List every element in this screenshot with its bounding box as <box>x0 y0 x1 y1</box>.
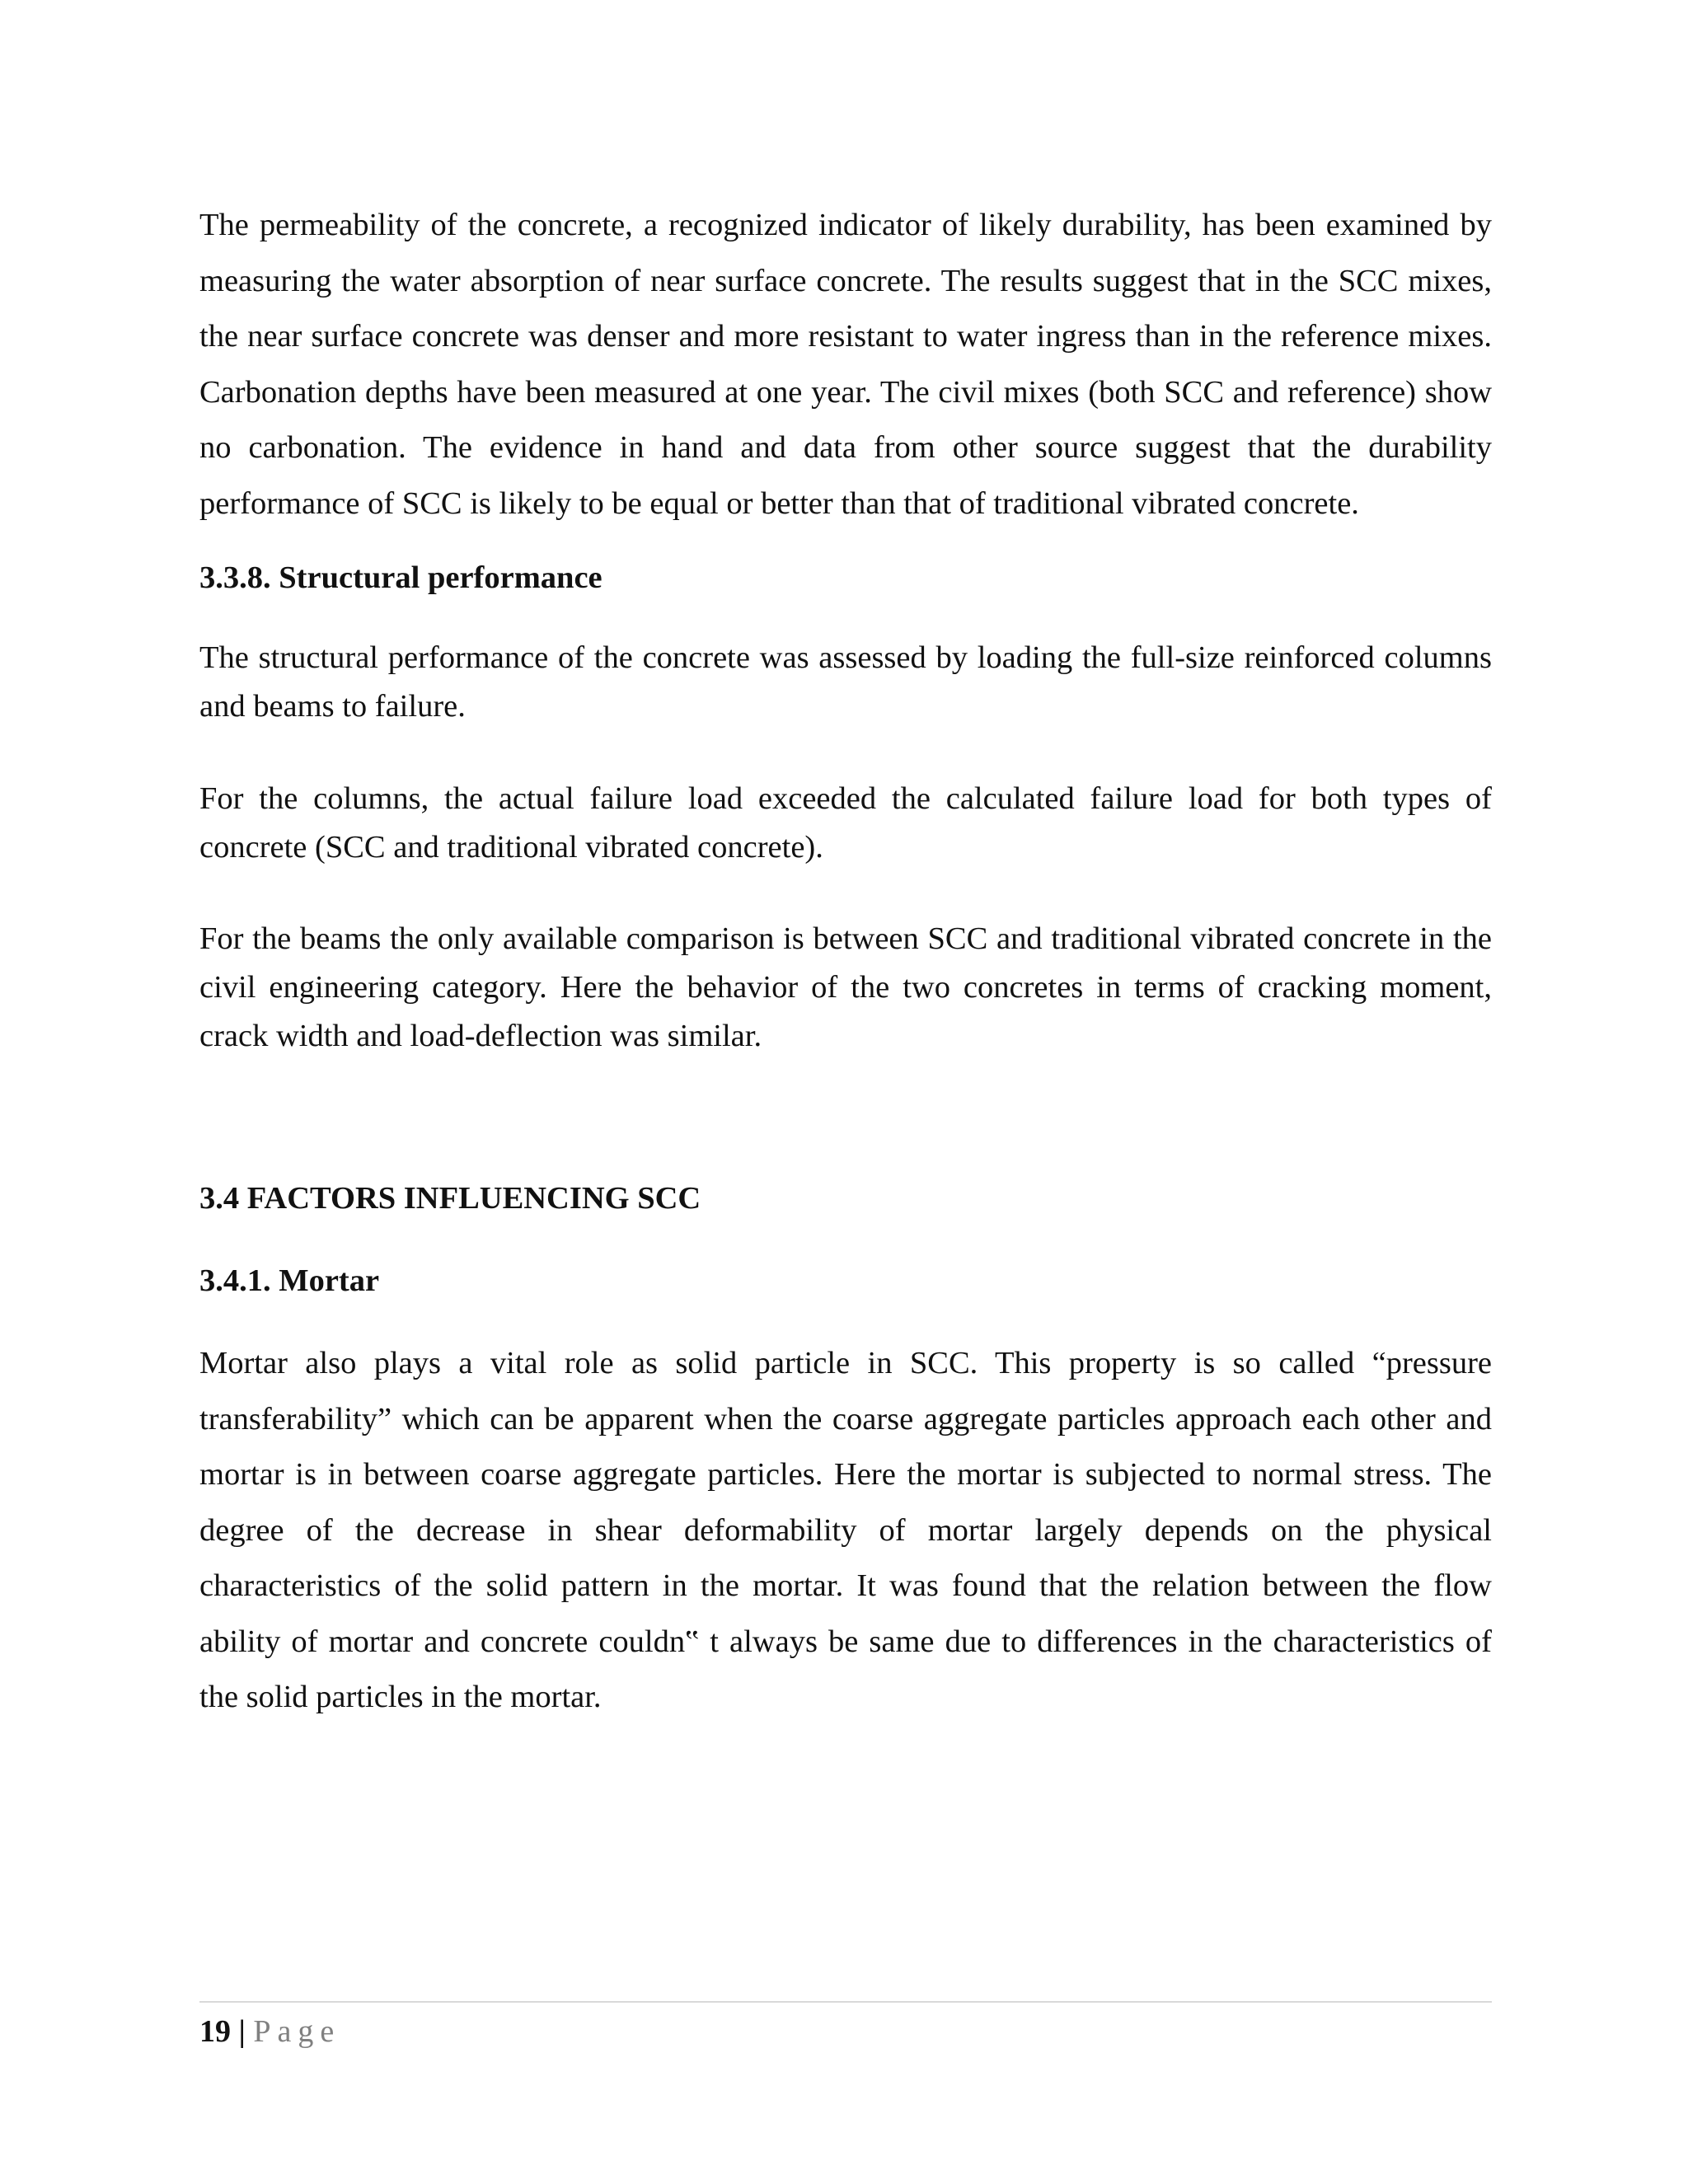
footer-separator: | <box>231 2014 254 2049</box>
paragraph-mortar: Mortar also plays a vital role as solid particle in SCC. This property is so called “pressure transferability” which can be apparent when the coarse aggregate particles approach each other and mortar is in between coarse aggregate particles. Here the mortar is subjected to normal stress. The degree of the decrease in shear deformability of mortar largely depends on the physical characteristics of the solid pattern in the mortar. It was found that the relation between the flow ability of mortar and concrete couldn‟ t always be same due to differences in the characteristics of the solid particles in the mortar. <box>199 1346 1492 1714</box>
footer-divider <box>199 2001 1492 2003</box>
paragraph-beams: For the beams the only available comparison is between SCC and traditional vibrated concrete in the civil engineering category. Here the behavior of the two concretes in terms of cracking moment, crack width and load-deflection was similar. <box>199 921 1492 1053</box>
page-number: 19 <box>199 2014 231 2049</box>
heading-factors-influencing-scc: 3.4 FACTORS INFLUENCING SCC <box>199 1181 701 1216</box>
page-body <box>199 198 1492 1726</box>
heading-mortar: 3.4.1. Mortar <box>199 1263 380 1298</box>
heading-structural-performance: 3.3.8. Structural performance <box>199 560 603 595</box>
paragraph-columns: For the columns, the actual failure load exceeded the calculated failure load for both types of concrete (SCC and traditional vibrated concrete). <box>199 781 1492 865</box>
paragraph-structural-intro: The structural performance of the concrete was assessed by loading the full-size reinforced columns and beams to failure. <box>199 640 1492 724</box>
page-label: Page <box>253 2014 341 2049</box>
paragraph-durability: The permeability of the concrete, a recognized indicator of likely durability, has been examined by measuring the water absorption of near surface concrete. The results suggest that in the SCC mixes, the near surface concrete was denser and more resistant to water ingress than in the reference mixes. Carbonation depths have been measured at one year. The civil mixes (both SCC and reference) show no carbonation. The evidence in hand and data from other source suggest that the durability performance of SCC is likely to be equal or better than that of traditional vibrated concrete. <box>199 208 1492 521</box>
page-footer <box>199 2011 340 2052</box>
